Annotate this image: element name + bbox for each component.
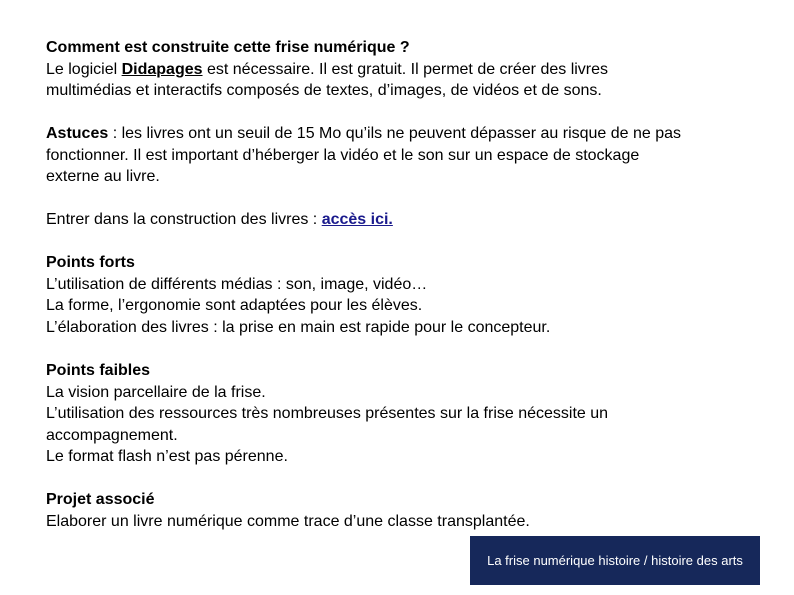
access-link[interactable]: accès ici. [321, 211, 393, 228]
astuces-line-1-rest: : les livres ont un seuil de 15 Mo qu’ils ne peuvent dépasser au risque de ne pas [108, 125, 682, 142]
weaknesses-heading: Points faibles [46, 362, 151, 379]
strengths-heading: Points forts [46, 254, 135, 271]
project-text: Elaborer un livre numérique comme trace d’une classe transplantée. [46, 512, 530, 530]
intro-line-2: multimédias et interactifs composés de textes, d’images, de vidéos et de sons. [46, 82, 602, 99]
intro-line-1-before: Le logiciel [46, 60, 122, 78]
strengths-item: L’utilisation de différents médias : son, image, vidéo… [46, 275, 428, 293]
strengths-item: La forme, l’ergonomie sont adaptées pour les élèves. [46, 297, 423, 314]
astuces-line-3: externe au livre. [46, 168, 160, 185]
astuces-section [46, 123, 776, 188]
footer-banner [470, 536, 760, 585]
footer-label: La frise numérique histoire / histoire des arts [487, 553, 743, 568]
weaknesses-item: Le format flash n’est pas pérenne. [46, 448, 288, 465]
strengths-section [46, 252, 776, 338]
intro-line-1-after: est nécessaire. Il est gratuit. Il permet de créer des livres [202, 60, 609, 78]
access-section [46, 209, 776, 231]
astuces-line-1 [46, 123, 776, 145]
weaknesses-item: accompagnement. [46, 426, 178, 444]
strengths-item: L’élaboration des livres : la prise en main est rapide pour le concepteur. [46, 318, 551, 336]
weaknesses-section [46, 360, 776, 468]
access-line [46, 209, 776, 231]
astuces-label: Astuces [46, 125, 109, 142]
didapages-link[interactable]: Didapages [121, 60, 203, 78]
intro-heading: Comment est construite cette frise numérique ? [46, 39, 410, 56]
project-heading: Projet associé [46, 491, 155, 508]
intro-line-1 [46, 59, 776, 81]
project-section [46, 489, 776, 532]
intro-section [46, 37, 776, 102]
access-text: Entrer dans la construction des livres : [46, 211, 322, 228]
astuces-line-2: fonctionner. Il est important d’héberger la vidéo et le son sur un espace de stockage [46, 146, 640, 164]
weaknesses-item: La vision parcellaire de la frise. [46, 383, 266, 401]
weaknesses-item: L’utilisation des ressources très nombreuses présentes sur la frise nécessite un [46, 405, 609, 422]
